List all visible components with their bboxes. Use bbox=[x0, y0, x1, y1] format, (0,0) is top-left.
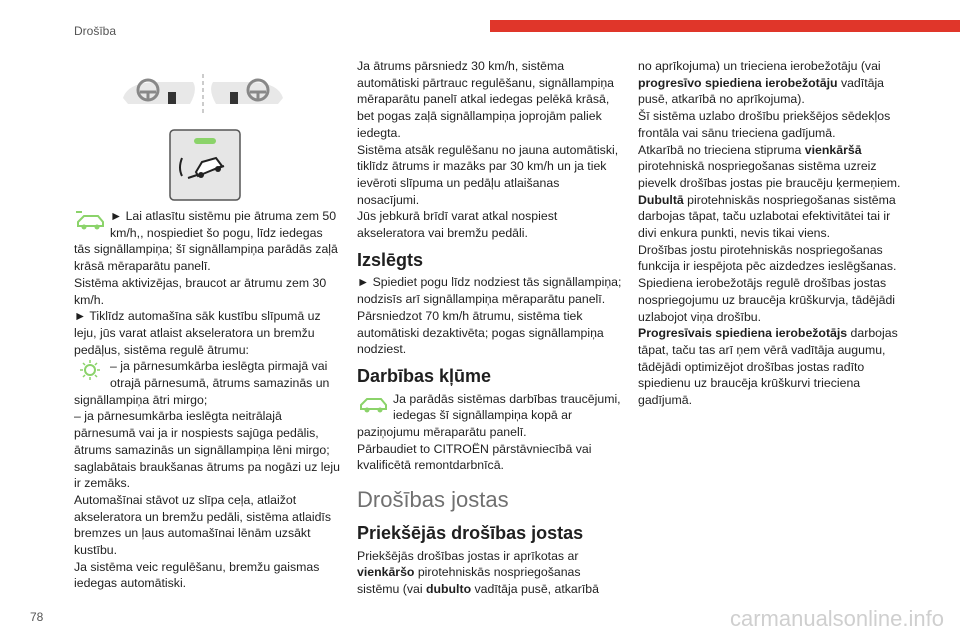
paragraph: Ja parādās sistēmas darbības traucējumi, iedegas šī signāllampiņa kopā ar paziņojumu mēraparātu panelī. bbox=[357, 391, 621, 440]
paragraph: Jūs jebkurā brīdī varat atkal nospiest akseleratora vai bremžu pedāli. bbox=[357, 209, 558, 241]
paragraph: Sistēma aktivizējas, braucot ar ātrumu zem 30 km/h. bbox=[74, 275, 327, 307]
section-heading-fault: Darbības kļūme bbox=[357, 365, 492, 386]
paragraph: Pārsniedzot 70 km/h ātrumu, sistēma tiek automātiski dezaktivēta; pogas signāllampiņa nodziest. bbox=[357, 308, 604, 357]
eco-car-note-icon bbox=[357, 391, 389, 415]
chapter-title: Drošības jostas bbox=[357, 487, 509, 513]
paragraph: Pārbaudiet to CITROËN pārstāvniecībā vai kvalificētā remontdarbnīcā. bbox=[357, 441, 592, 473]
paragraph: Sistēma atsāk regulēšanu no jauna automātiski, tiklīdz ātrums ir mazāks par 30 km/h un ja tiek ievēroti slīpuma un pedāļu atlaišanas nosacījumi. bbox=[357, 142, 619, 207]
steering-wheel-icon bbox=[118, 70, 288, 120]
paragraph: Ja ātrums pārsniedz 30 km/h, sistēma automātiski pārtrauc regulēšanu, signāllampiņa mēraparātu panelī atkal iedegas pelēkā krāsā, bet pogas zaļā signāllampiņa joprojām paliek iedegta. bbox=[357, 59, 615, 140]
paragraph: ► Lai atlasītu sistēmu pie ātruma zem 50 km/h,, nospiediet šo pogu, līdz iedegas tās signāllampiņa; šī signāllampiņa parādās zaļā krāsā mēraparātu panelī. bbox=[74, 209, 338, 274]
paragraph: Progresīvais spiediena ierobežotājs darbojas tāpat, taču tas arī ņem vērā vadītāja augumu, tādējādi optimizējot drošības jostas radīto spiedienu uz braucēja krūškurvi trieciena gadījumā. bbox=[638, 326, 898, 408]
section-heading-off: Izslēgts bbox=[357, 249, 424, 270]
paragraph: – ja pārnesumkārba ieslēgta pirmajā vai otrajā pārnesumā, ātrums samazinās un signāllampiņa ātri mirgo; bbox=[74, 359, 330, 407]
column-3 bbox=[638, 58, 904, 409]
page-number: 78 bbox=[30, 610, 44, 624]
section-heading-front-belts: Priekšējās drošības jostas bbox=[357, 522, 584, 543]
paragraph: Priekšējās drošības jostas ir aprīkotas ar vienkāršo pirotehniskās nospriegošanas sistēmu (vai dubulto vadītāja pusē, atkarībā bbox=[357, 548, 599, 596]
flashing-lamp-note-icon bbox=[74, 358, 106, 382]
watermark: carmanualsonline.info bbox=[729, 606, 944, 631]
paragraph: Drošības jostu pirotehniskās nospriegošanas funkcija ir iespējota pēc aizdedzes ieslēgšanas. bbox=[638, 242, 897, 274]
paragraph: – ja pārnesumkārba ieslēgta neitrālajā pārnesumā vai ja ir nospiests sajūga pedālis, ātrums samazinās un signāllampiņa lēni mirgo; saglabātais braukšanas ātrums pa nogāzi uz leju ir zemāks. bbox=[74, 409, 340, 491]
paragraph: Atkarībā no trieciena stipruma vienkāršā pirotehniskā nospriegošanas sistēma uzreiz pievelk drošības jostas pie braucēju ķermeņiem. bbox=[638, 142, 901, 190]
column-1 bbox=[74, 208, 340, 592]
paragraph: Spiediena ierobežotājs regulē drošības jostas nospriegojumu uz braucēja krūškurvja, tādējādi uzlabojot viņa drošību. bbox=[638, 276, 896, 324]
paragraph: Šī sistēma uzlabo drošību priekšējos sēdekļos frontāla vai sānu trieciena gadījumā. bbox=[638, 109, 891, 140]
header-title: Drošība bbox=[74, 24, 117, 38]
paragraph: Automašīnai stāvot uz slīpa ceļa, atlaižot akseleratora un bremžu pedāli, sistēma atlaidīs bremzes un ļaus automašīnai lēnām uzsākt kustību. bbox=[74, 492, 331, 558]
paragraph: Dubultā pirotehniskās nospriegošanas sistēma darbojas tāpat, taču uzlabotai efektivitātei tai ir divi enkura punkti, nevis tikai viens. bbox=[638, 192, 896, 241]
eco-car-note-icon bbox=[74, 208, 106, 232]
column-2 bbox=[357, 58, 623, 598]
paragraph: no aprīkojuma) un trieciena ierobežotāju (vai progresīvo spiediena ierobežotāju vadītāja pusē, atkarībā no aprīkojuma). bbox=[638, 59, 885, 107]
hill-descent-car-icon[interactable] bbox=[168, 128, 242, 202]
paragraph: Ja sistēma veic regulēšanu, bremžu gaismas iedegas automātiski. bbox=[74, 559, 320, 591]
header-accent-bar bbox=[490, 20, 960, 32]
paragraph: ► Tiklīdz automašīna sāk kustību slīpumā uz leju, jūs varat atlaist akseleratora un bremžu pedāļus, sistēma regulē ātrumu: bbox=[74, 309, 321, 357]
paragraph: ► Spiediet pogu līdz nodziest tās signāllampiņa; nodzisīs arī signāllampiņa mēraparātu panelī. bbox=[357, 275, 622, 307]
